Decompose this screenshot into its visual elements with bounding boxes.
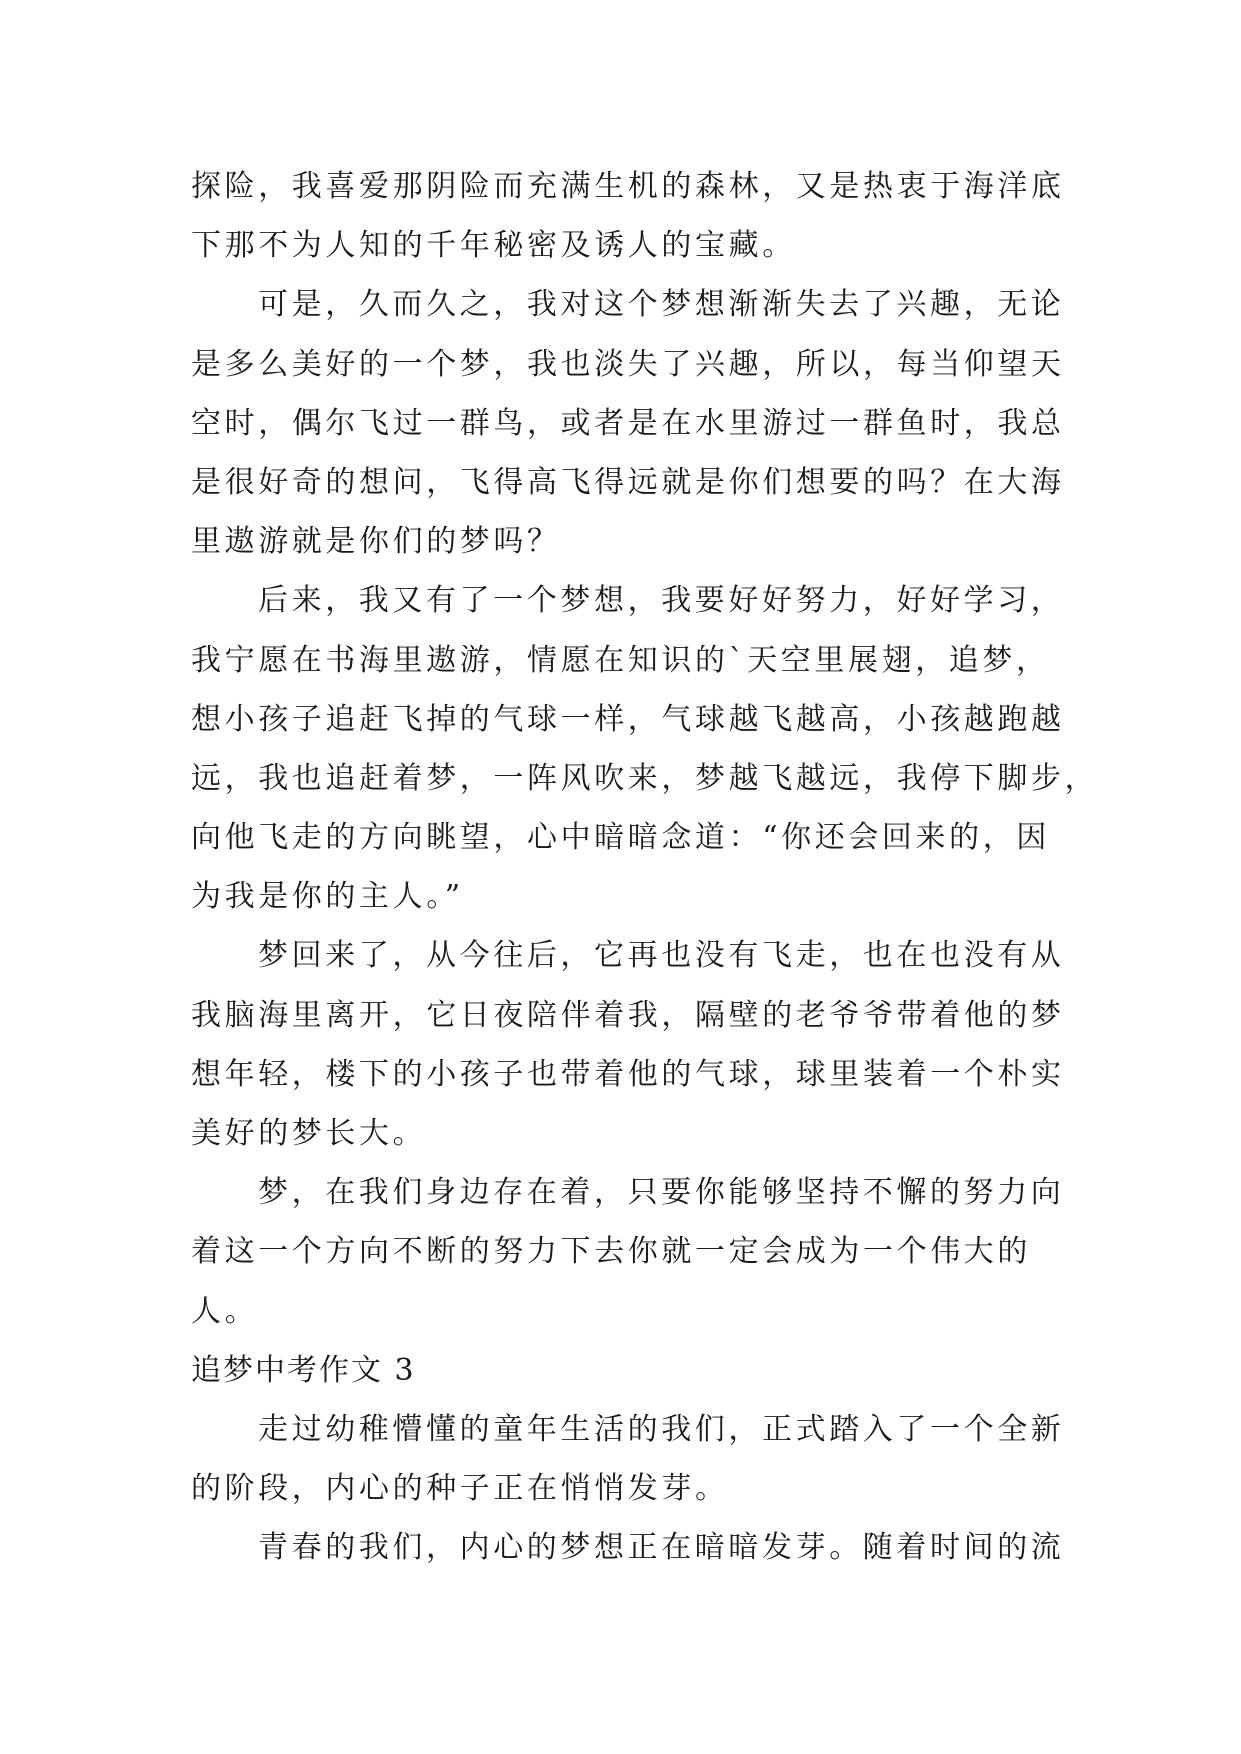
paragraph-start-line: 梦回来了，从今往后，它再也没有飞走，也在也没有从 bbox=[258, 938, 1065, 974]
text-line: 里遨游就是你们的梦吗？ bbox=[191, 524, 561, 560]
text-line: 下那不为人知的千年秘密及诱人的宝藏。 bbox=[191, 228, 796, 264]
text-line: 向他飞走的方向眺望，心中暗暗念道：“你还会回来的，因 bbox=[191, 820, 1050, 856]
text-line: 是多么美好的一个梦，我也淡失了兴趣，所以，每当仰望天 bbox=[191, 346, 1065, 382]
text-line: 想年轻，楼下的小孩子也带着他的气球，球里装着一个朴实 bbox=[191, 1056, 1065, 1092]
section-heading: 追梦中考作文 3 bbox=[191, 1352, 416, 1388]
text-line: 我宁愿在书海里遨游，情愿在知识的`天空里展翅，追梦， bbox=[191, 642, 1050, 678]
text-line: 我脑海里离开，它日夜陪伴着我，隔壁的老爷爷带着他的梦 bbox=[191, 997, 1065, 1033]
paragraph-start-line: 可是，久而久之，我对这个梦想渐渐失去了兴趣，无论 bbox=[258, 287, 1065, 323]
text-line: 远，我也追赶着梦，一阵风吹来，梦越飞越远，我停下脚步， bbox=[191, 760, 1099, 796]
text-line: 空时，偶尔飞过一群鸟，或者是在水里游过一群鱼时，我总 bbox=[191, 405, 1065, 441]
paragraph-start-line: 梦，在我们身边存在着，只要你能够坚持不懈的努力向 bbox=[258, 1175, 1065, 1211]
paragraph-start-line: 走过幼稚懵懂的童年生活的我们，正式踏入了一个全新 bbox=[258, 1411, 1065, 1447]
paragraph-start-line: 青春的我们，内心的梦想正在暗暗发芽。随着时间的流 bbox=[258, 1530, 1065, 1566]
text-line: 探险，我喜爱那阴险而充满生机的森林，又是热衷于海洋底 bbox=[191, 169, 1065, 204]
document-body bbox=[191, 157, 1099, 1578]
text-line: 是很好奇的想问，飞得高飞得远就是你们想要的吗？在大海 bbox=[191, 464, 1065, 500]
text-line: 为我是你的主人。” bbox=[191, 879, 464, 915]
text-line: 想小孩子追赶飞掉的气球一样，气球越飞越高，小孩越跑越 bbox=[191, 701, 1065, 737]
text-line: 的阶段，内心的种子正在悄悄发芽。 bbox=[191, 1471, 729, 1507]
text-line: 美好的梦长大。 bbox=[191, 1116, 427, 1151]
paragraph-start-line: 后来，我又有了一个梦想，我要好好努力，好好学习， bbox=[258, 583, 1065, 619]
text-line: 着这一个方向不断的努力下去你就一定会成为一个伟大的 bbox=[191, 1234, 1031, 1270]
text-line: 人。 bbox=[191, 1293, 259, 1329]
